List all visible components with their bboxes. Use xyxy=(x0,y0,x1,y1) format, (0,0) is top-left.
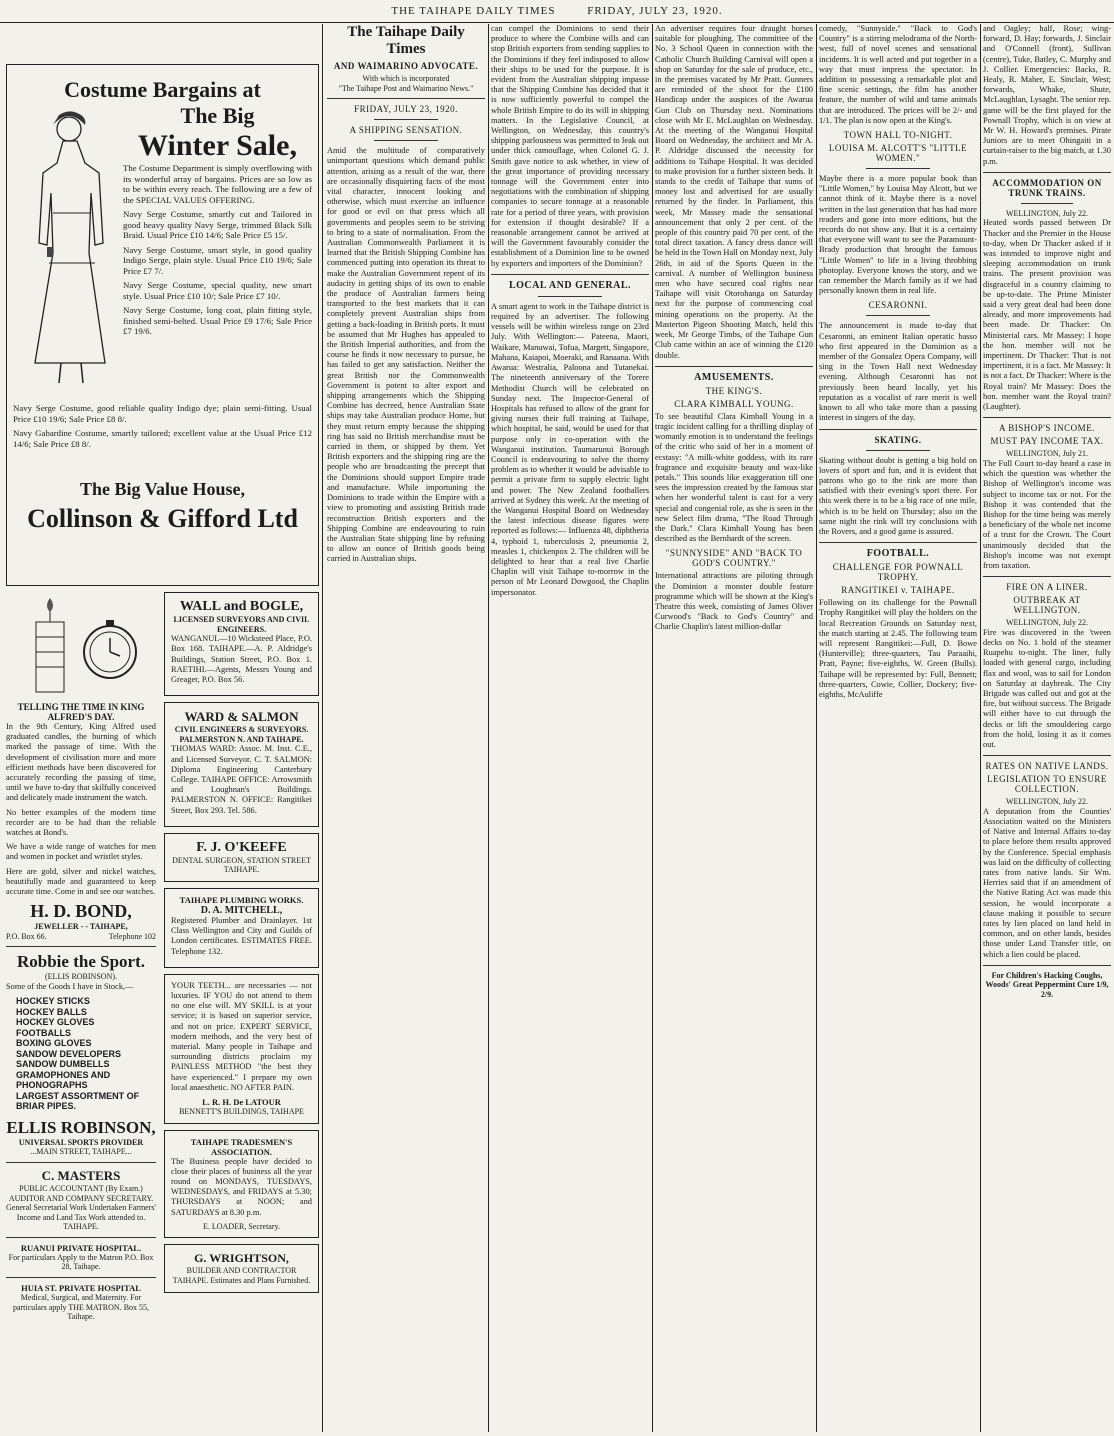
bishop-sub: MUST PAY INCOME TAX. xyxy=(990,436,1104,447)
costume-ad-item: Navy Serge Costume, good reliable quality Indigo dye; plain semi-fitting. Usual Price £10 19/6; Sale Price £8 8/. xyxy=(13,403,312,424)
tradesmen-sig: E. LOADER, Secretary. xyxy=(202,1221,280,1231)
huia-hospital-text: Medical, Surgical, and Maternity. For particulars apply THE MATRON. Box 55, Taihape. xyxy=(12,1293,150,1322)
football-sub: CHALLENGE FOR POWNALL TROPHY. xyxy=(832,562,964,583)
list-item: HOCKEY GLOVES xyxy=(16,1017,95,1028)
amusements-text2: International attractions are piloting through the Dominion a monster double feature programme which will be shown at the King's Theatre this week, consisting of James Oliver Curwood's "Back to God's Country" and Charlie Chaplin's latest million-dollar xyxy=(655,571,813,632)
professional-ads xyxy=(164,592,319,1322)
fire-dateline: WELLINGTON, July 22. xyxy=(1005,618,1089,628)
robbie-ad-name: ELLIS ROBINSON, xyxy=(6,1117,156,1137)
list-item: FOOTBALLS xyxy=(16,1027,71,1038)
ward-salmon-ad xyxy=(164,702,319,827)
telegrams-column xyxy=(983,24,1111,1432)
column-rule xyxy=(322,24,323,1432)
bishop-text: The Full Court to-day heard a case in which the question was whether the Bishop of Wellington's income was subject to income tax or not. For the Bishop it was contended that the Bishop for the time being was merely a beneficiary of the whole net income of a trust for the Crown. The Court unanimously decided that the Bishop's income was not exempt from taxation. xyxy=(983,458,1111,570)
costume-ad-item: Navy Serge Costume, smartly cut and Tailored in good heavy quality Navy Serge, trimmed Black Silk Braid. Usual Price £10 14/6; Sale Price £5 15/. xyxy=(123,209,312,240)
incorporated-paper: "The Taihape Post and Waimarino News." xyxy=(338,83,474,93)
plumbing-text: Registered Plumber and Drainlayer. 1st Class Wellington and City and Guilds of London certificates. ESTIMATES FREE. Telephone 132. xyxy=(171,916,312,956)
ward-salmon-name: WARD & SALMON xyxy=(184,709,299,725)
list-item: SANDOW DEVELOPERS xyxy=(16,1048,122,1059)
cough-cure-ad: For Children's Hacking Coughs, Woods' Great Peppermint Cure 1/9, 2/9. xyxy=(985,970,1109,999)
column-rule xyxy=(816,24,817,1432)
costume-ad-item: Navy Serge Costume, smart style, in good quality Indigo Serge, plain style. Usual Price £10 19/6; Sale Price £7 7/. xyxy=(123,244,312,276)
column-rule xyxy=(652,24,653,1432)
football-sub2: RANGITIKEI v. TAIHAPE. xyxy=(841,585,955,596)
leader-date: FRIDAY, JULY 23, 1920. xyxy=(354,104,458,115)
bishop-head: A BISHOP'S INCOME. xyxy=(999,423,1095,434)
news-column xyxy=(655,24,813,1432)
robbie-ad-intro: Some of the Goods I have in Stock,— xyxy=(6,982,134,992)
masters-ad-text: General Secretarial Work Undertaken Farmers' Income and Land Tax Work attended to. xyxy=(6,1203,156,1222)
lady-illustration xyxy=(13,103,123,403)
okeefe-sub: DENTAL SURGEON, STATION STREET TAIHAPE. xyxy=(172,855,311,875)
rates-head: RATES ON NATIVE LANDS. xyxy=(985,761,1109,772)
costume-ad-firm: Collinson & Gifford Ltd xyxy=(27,504,298,533)
robbie-ad-sub: (ELLIS ROBINSON). xyxy=(45,972,117,982)
bond-ad-text: We have a wide range of watches for men and women in pocket and wristlet styles. xyxy=(6,842,156,862)
rates-sub: LEGISLATION TO ENSURE COLLECTION. xyxy=(987,774,1107,795)
ward-salmon-text: THOMAS WARD: Assoc. M. Inst. C.E., and Licensed Surveyor. C. T. SALMON: Diploma Engineering Canterbury College. TAIHAPE OFFICE: Arrowsmith and Loughnan's Buildings. PALMERSTON N. OFFICE: Rangitikei Street, Box 293. Tel. 586. xyxy=(171,744,312,815)
ruanui-hospital-title: RUANUI PRIVATE HOSPITAL. xyxy=(20,1242,142,1253)
dentist-address: BENNETT'S BUILDINGS, TAIHAPE xyxy=(179,1107,304,1117)
town-hall-text: Maybe there is a more popular book than "Little Women," by Louisa May Alcott, but we cannot think of it. Maybe there is a novel written in the last generation that has had more readers and gone into more editions, but the records do not show any. But it is a certainty that everyone will want to see the Paramount-Brady production that brought the famous "Little Women" to life in a living throbbing photoplay. Everyone knows the story, and we can remember the March family as if we had personally known them in real life. xyxy=(819,174,977,296)
costume-ad-item: Navy Gabardine Costume, smartly tailored; excellent value at the Usual Price £12 14/6; Sale Price £8 8/. xyxy=(13,428,312,449)
list-item: GRAMOPHONES AND PHONOGRAPHS xyxy=(16,1069,111,1091)
accommodation-text: Heated words passed between Dr Thacker and the Premier in the House to-day, when Dr Thacker asked if it was intended to improve night and sleeping accommodation on trunk trains. The present provision was disgraceful in a country claiming to be up-to-date. The Prime Minister said a very great deal had been done already, and more improvements had been made. Dr Thacker: On Ministerial cars. Mr Massey: I hope the hon. member will not be impertinent. Dr Thacker: That is not impertinent, it is a fact. Mr Massey: It is not a fact. Dr Thacker: Where is the Royal train? Mr Massey: Does the hon. member want the Royal train? (Laughter). xyxy=(983,218,1111,412)
column-rule xyxy=(980,24,981,1432)
bond-ad-phone: Telephone 102 xyxy=(108,931,156,941)
costume-bargains-ad xyxy=(6,64,319,586)
list-item: LARGEST ASSORTMENT OF BRIAR PIPES. xyxy=(16,1090,140,1112)
dentist-name: L. R. H. De LATOUR xyxy=(202,1097,281,1108)
bond-ad-box: P.O. Box 66. xyxy=(6,931,47,941)
town-hall-sub: LOUISA M. ALCOTT'S "LITTLE WOMEN." xyxy=(828,143,968,164)
editorial-column xyxy=(327,24,485,1432)
bond-ad-trade: JEWELLER - - TAIHAPE, xyxy=(34,922,128,932)
cesaronni-head: CESARONNI. xyxy=(868,300,928,311)
costume-ad-item: Navy Serge Costume, special quality, new smart style. Usual Price £10 10/; Sale Price £7 10/. xyxy=(123,280,312,301)
incorporated-note: With which is incorporated xyxy=(362,74,450,83)
amusements-head2: "SUNNYSIDE" AND "BACK TO GOD'S COUNTRY." xyxy=(665,548,803,569)
town-hall-head: TOWN HALL TO-NIGHT. xyxy=(843,130,953,141)
okeefe-name: F. J. O'KEEFE xyxy=(196,839,287,855)
local-notes-text: An advertiser requires four draught horses suitable for ploughing. The committee of the No. 3 School Queen in connection with the Catholic Church Building Carnival will open a shop on Saturday for the sale of produce, etc., in the premises vacated by Mr Pratt. Gunners are reminded of the shoot for the £100 Handicap under the auspices of the Awarua Gun Club on Thursday next. Nominations close with Mr E. McLaughlan on Wednesday. At the meeting of the Wanganui Hospital Board on Wednesday, the architect and Mr A. P. Aldridge discussed the necessity for additions to Taihape Hospital. It was decided to make provision for a further sixteen beds. It stands to the credit of Taihape that sums of money lost and advertised for are usually returned by the finder. In Parliament, this week, Mr Massey made the sensational announcement that only 2 per cent. of the people of this country paid 70 per cent. of the total direct taxation. A fancy dress dance will be held in the Town Hall on Monday next, July 26th, in aid of the Sports Queen in the carnival. A number of Wellington business men who have secured coal rights near Taihape will visit Otorohanga on Saturday next for the purpose of commencing coal mining operations on the property. At the Masterton Pigeon Shooting Match, held this week, Mr George Timbs, of the Taihape Gun Club came within an ace of winning the £120 double. xyxy=(655,24,813,360)
bond-ad-text: No better examples of the modern time recorder are to be had than the reliable watches at Bond's. xyxy=(6,807,156,838)
skating-text: Skating without doubt is getting a big hold on lovers of sport and fun, and it is evident that patrons who go to the rink are more than satisfied with their evening's sport there. For this week there is to be a big race of one mile, which is to be held on Thursday; also on the same night the rink will try conclusions with the Rovers, and a good game is assured. xyxy=(819,455,977,536)
wrightson-sub: BUILDER AND CONTRACTOR TAIHAPE. Estimates and Plans Furnished. xyxy=(172,1266,311,1286)
wrightson-ad xyxy=(164,1244,319,1292)
wall-bogle-sub: LICENSED SURVEYORS AND CIVIL ENGINEERS. xyxy=(173,615,310,634)
football-continued: and Oagley; half, Rose; wing-forward, D. Hay; forwards, J. Sinclair and O'Connell (front), Sullivan (centre), Tuke, Batley, C. Murphy and J. Collier. Emergencies: Backs, R. Healy, R. Maher, E. Sinclair, West; forwards, Whake, Shute, McLaughlan, Lysaght. The senior rep. game will be the first played for the Pownall Trophy, which is on view at Mr W. H. Howard's premises. Pirate Juniors are to meet Ohingaiti in a curtain-raiser to the big match, at 1.30 p.m. xyxy=(983,24,1111,166)
wall-bogle-name: WALL and BOGLE, xyxy=(179,599,304,614)
plumbing-head: TAIHAPE PLUMBING WORKS. xyxy=(179,895,304,905)
news-column xyxy=(491,24,649,1432)
local-general-text: A smart agent to work in the Taihape district is required by an advertiser. The following vessels will be within wireless range on 23rd July. With Wellington:— Pateena, Maori, Waikare, Manuwai, Tofua, Margett, Singapore, Mahana, Kaiapoi, Moeraki, and Ranaana. With Awarua: Westralia, Paloona and Tutanekai. The nineteenth anniversary of the Torere Methodist Church will be celebrated on Sunday next. The Inspector-General of Hospitals has refused to allow of the grant for giving nurses their full training at Taihape, which hospital, he said, would be used for that purpose only in co-operation with the Wanganui institution. Taumarunui Borough Council is endeavouring to solve the thorny problem as to whether it would be advisable to permit a private firm to supply electric light and power. The New Zealand footballers arrived at Sydney this week. At the meeting of the Wanganui Hospital Board on Wednesday the latest infectious disease figures were reported as follows:— Influenza 48, diphtheria 4, typhoid 1, tuberculosis 2, pneumonia 2, measles 1, chickenpox 2. The children will be delighted to hear that a real live Charlie Chaplin will visit Taihape to-morrow in the person of Mr Leonard Dowgood, the Chaplin impersonator. xyxy=(491,301,649,597)
local-general-head: LOCAL AND GENERAL. xyxy=(508,279,632,291)
bond-ad-name: H. D. BOND, xyxy=(30,901,132,922)
news-column xyxy=(819,24,977,1432)
issue-date: FRIDAY, JULY 23, 1920. xyxy=(587,5,723,17)
fire-text: Fire was discovered in the 'tween decks on No. 1 hold of the steamer Ruapehu to-night. The liner, fully loaded with general cargo, including flax and wool, was to sail for London on Saturday at daybreak. The City Brigade was called out and got at the fire, but without success. The Brigade will either have to cut through the decks or lift the smouldering cargo from the hold, losing it as it comes out. xyxy=(983,627,1111,749)
leader-headline: A SHIPPING SENSATION. xyxy=(349,125,463,136)
tradesmen-head: TAIHAPE TRADESMEN'S ASSOCIATION. xyxy=(190,1136,293,1157)
candle-illustration xyxy=(6,592,156,702)
wrightson-name: G. WRIGHTSON, xyxy=(194,1251,289,1266)
rates-text: A deputation from the Counties' Association waited on the Ministers of Native and Internal Affairs to-day to place before them results approved by the Conference. Special emphasis was laid on the difficulty of collecting rates from native lands. Sir Wm. Herries said that if an amendment of the Native Rating Act was made this session, he would incorporate a clause making it possible to secure rates by lien placed on land held in common, and on other lands, besides those under Land Transfer title, on which a lien could be placed. xyxy=(983,806,1111,959)
advertisement-column xyxy=(6,24,319,1432)
paper-title: The Taihape Daily Times xyxy=(347,24,465,57)
list-item: BOXING GLOVES xyxy=(16,1038,92,1049)
wall-bogle-text: WANGANUI.—10 Wicksteed Place, P.O. Box 168. TAIHAPE.—A. P. Aldridge's Buildings, Station Street, P.O. Box 1. RAETIHI.—Agents, Messrs Young and Greager, P.O. Box 56. xyxy=(171,634,312,684)
list-item: HOCKEY STICKS xyxy=(16,996,90,1007)
robbie-ad-title: Robbie the Sport. xyxy=(17,952,145,972)
masters-ad-text: PUBLIC ACCOUNTANT (By Exam.) AUDITOR AND COMPANY SECRETARY. xyxy=(8,1183,154,1203)
accommodation-head: ACCOMMODATION ON TRUNK TRAINS. xyxy=(992,177,1102,198)
bond-watch-ad xyxy=(6,592,156,1322)
bond-ad-text: Here are gold, silver and nickel watches, beautifully made and guaranteed to keep accurate time. Come in and see our watches. xyxy=(6,866,156,897)
leader-continued: can compel the Dominions to send their produce to where the Combine wills and can stop British exporters from sending supplies to the Dominions if they feel indisposed to allow their ships to be used for the purpose. It is evident from the Australian shipping impasse that the Shipping Combine has decided that it is now sufficiently powerful to compel the whole British Empire to do its will in shipping matters. In the Legislative Council, at Wellington, on Wednesday, this country's shipping parlousness was permitted to leak out under thick camouflage, when Colonel G. J. Smith gave notice to ask whether, in view of the great importance of providing necessary tonnage will the Government enter into negotiations with the combination of shipping companies to secure tonnage at a reasonable rate for a period of three years, with provision for extension if thought desirable? If a reasonable arrangement cannot be arrived at will the Government favourably consider the establishment of a Dominion line to be owned by exporters and importers of the Dominion? xyxy=(491,24,649,268)
amusements-head: AMUSEMENTS. xyxy=(694,371,774,383)
wall-bogle-ad xyxy=(164,592,319,696)
football-text: Following on its challenge for the Pownall Trophy Rangitikei will play the holders on the local Recreation Grounds on Saturday next, the match starting at 2.45. The following team will represent Rangitikei:—Full, D. Bowe (Hunterville); three-quarters, Tau Paraaihi, Pratt, Payne; five-eighths, W. Green (Bulls). Taihape will be represented by: Full, Bennett; three-quarters, Cowie, Collier, Dockery; five-eighths, McAuliffe xyxy=(819,598,977,699)
costume-ad-title: Costume Bargains at xyxy=(64,77,261,102)
plumbing-name: D. A. MITCHELL, xyxy=(200,905,283,916)
skating-head: SKATING. xyxy=(874,434,922,445)
list-item: HOCKEY BALLS xyxy=(16,1006,87,1017)
masters-ad-name: C. MASTERS xyxy=(41,1167,121,1183)
football-head: FOOTBALL. xyxy=(866,548,930,560)
costume-ad-item: Navy Serge Costume, long coat, plain fitting style, finished semi-belted. Usual Price £9 17/6; Sale Price £7 19/6. xyxy=(123,305,312,336)
huia-hospital-title: HUIA ST. PRIVATE HOSPITAL xyxy=(21,1283,141,1294)
bond-ad-text: In the 9th Century, King Alfred used graduated candles, the burning of which marked the passage of time. With the development of civilisation more and more efficient methods have been discovered for accurately recording the passing of time, until we have to-day that skilfully conceived and delicately made instrument the watch. xyxy=(6,722,156,803)
amusements-continued: comedy, "Sunnyside." "Back to God's Country" is a stirring melodrama of the North-west, full of novel scenes and sensational incidents. It is well acted and put together in a way that must impress the spectator. In addition to possessing a remarkable plot and fine scenic settings, the film has another feature, the number of wild and tame animals that are introduced. The prices will be 2/- and 1/1. The plan is now open at the King's. xyxy=(819,24,977,125)
costume-ad-house: The Big Value House, xyxy=(79,479,246,499)
paper-name: THE TAIHAPE DAILY TIMES xyxy=(391,5,556,17)
ward-salmon-sub: CIVIL ENGINEERS & SURVEYORS. PALMERSTON N. AND TAIHAPE. xyxy=(174,725,309,744)
ruanui-hospital-text: For particulars Apply to the Matron P.O. Box 28, Taihape. xyxy=(8,1252,154,1272)
dentist-text: YOUR TEETH... are necessaries — not luxuries. IF YOU do not attend to them no one else will. MY SKILL is at your service; it is based on superior service, and not on price. EXPERT SERVICE, modern methods, and the very best of material. Many people in Taihape and surrounding districts proclaim my PAINLESS METHOD "the best they have experienced." I prepare my own local anaesthetic. NO AFTER PAIN. xyxy=(171,980,312,1092)
masthead xyxy=(0,0,1114,22)
bishop-dateline: WELLINGTON, July 21. xyxy=(1005,449,1089,459)
masters-ad-text: TAIHAPE. xyxy=(63,1222,99,1232)
robbie-goods-list xyxy=(6,996,156,1112)
paper-subtitle: AND WAIMARINO ADVOCATE. xyxy=(333,61,479,71)
accommodation-dateline: WELLINGTON, July 22. xyxy=(1005,208,1089,218)
costume-ad-winter-sale: Winter Sale, xyxy=(138,129,297,162)
amusements-text: To see beautiful Clara Kimball Young in a tragic incident calling for a thrilling display of womanly emotion is to understand the feelings of the critic who said of her in a moment of ecstasy: "A milk-white goddess, with its rare fragrance and exquisite beauty and wax-like petals." This sounds like exaggeration till one sees the impression created by the famous star when her wonderful talent is cast for a very special and congenial role, as she is seen in the new Select film drama, "The Road Through the Dark." Clara Kimball Young has been described as the Bernhardt of the screen. xyxy=(655,411,813,544)
robbie-ad-tag: UNIVERSAL SPORTS PROVIDER xyxy=(18,1137,144,1147)
tradesmen-ad xyxy=(164,1130,319,1239)
costume-ad-big: The Big xyxy=(180,103,255,128)
fire-sub: OUTBREAK AT WELLINGTON. xyxy=(1013,595,1081,616)
plumbing-ad xyxy=(164,888,319,968)
dentist-ad xyxy=(164,974,319,1124)
okeefe-ad xyxy=(164,833,319,882)
rates-dateline: WELLINGTON, July 22. xyxy=(1005,797,1089,807)
robbie-ad-address: ...MAIN STREET, TAIHAPE... xyxy=(30,1147,132,1157)
list-item: SANDOW DUMBELLS xyxy=(16,1059,110,1070)
cesaronni-text: The announcement is made to-day that Cesaronni, an eminent Italian operatic basso who first appeared in the Dominion as a member of the Gonsalez Opera Company, will sing in the Town Hall next Wednesday evening. Although Cesaronni has not previously been heard locally, yet his reputation as a vocalist of rare merit is well known to all who take more than a passing interest in singers of the day. xyxy=(819,321,977,423)
fire-head: FIRE ON A LINER. xyxy=(1006,582,1088,593)
column-rule xyxy=(488,24,489,1432)
tradesmen-text: The Business people have decided to close their places of business all the year round on MONDAYS, TUESDAYS, WEDNESDAYS, and FRIDAYS at 5.30; THURSDAYS at NOON; and SATURDAYS at 8.30 p.m. xyxy=(171,1156,312,1217)
costume-ad-intro: The Costume Department is simply overflowing with its wonderful array of bargains. Prices are so low as to be within every reach. The following are a few of the SPECIAL VALUES OFFERING. xyxy=(123,163,312,205)
bond-ad-heading: TELLING THE TIME IN KING ALFRED'S DAY. xyxy=(17,702,145,722)
masthead-rule xyxy=(0,22,1114,23)
amusements-sub2: CLARA KIMBALL YOUNG. xyxy=(674,398,794,409)
amusements-sub: THE KING'S. xyxy=(705,385,763,396)
leader-text: Amid the multitude of comparatively unimportant questions which demand public attention, arising as a result of the war, there are occasionally disquieting facts of the most vital character, innocent looking and otherwise, which must exercise an influence for good or evil on that press which all governments and peoples seem to be striving to bring to a state of normalisation. From the Australian Commonwealth Parliament it is learned that the British Shipping Combine has commenced putting into operation its threat to make the Australian Government repent of its audacity in getting ships of its own to enable the produce of Australian farmers being transported to the best markets that it can completely prevent Australian ships from getting a back-loading in British ports. It must be assumed that Mr Hughes has appealed to the British Imperial authorities, and from the course he finds it now necessary to pursue, he has failed to get any satisfaction. Neither the great British nor the Commonwealth Government is potent to alter export and shipping arrangements which the Shipping Combine has decreed, hence Australian State ships may take Australian produce Home, but they must return empty because the shipping ring has said no British merchandise must be carried in them, or shipped by them. Yet British exporters and the shipping ring are the people who are broadcasting the precept that the Dominions should support Empire trade and manufacture. While importuning the Dominions to trade within the Empire with a view to promoting and assisting British trade reconstruction British exporters and the Shipping Combine are endeavouring to ruin the Australian State shipping line by refusing to allow an ounce of British goods being carried in Australian ships. xyxy=(327,146,485,564)
